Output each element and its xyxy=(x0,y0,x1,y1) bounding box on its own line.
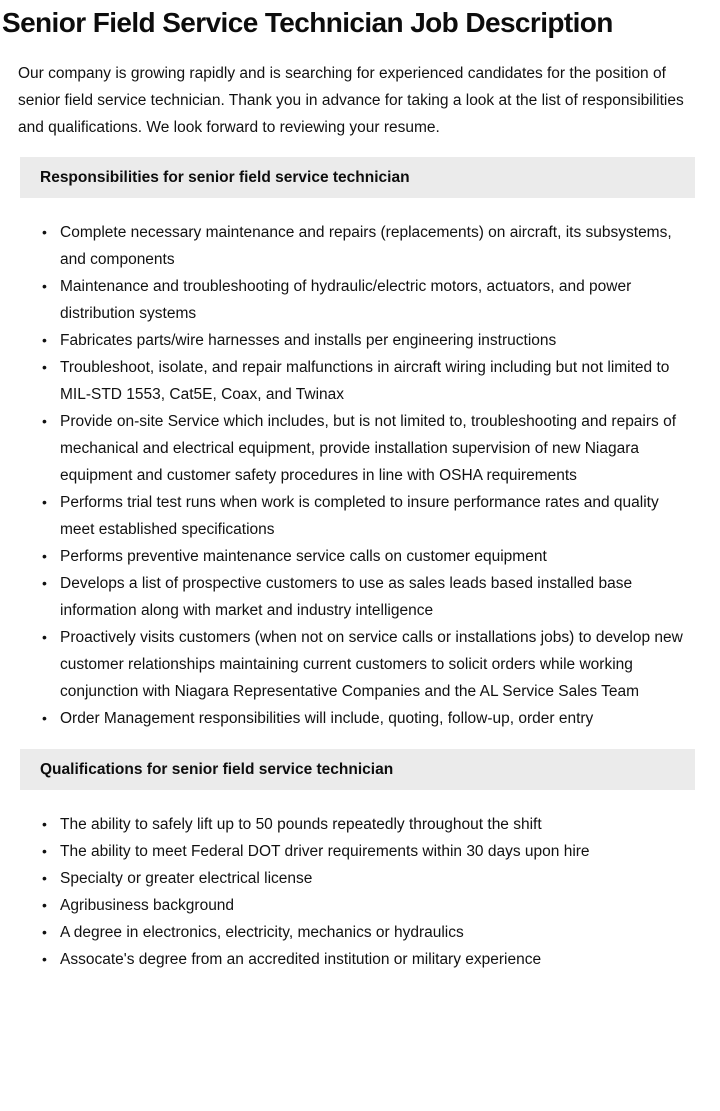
list-item-text: Agribusiness background xyxy=(60,897,235,914)
list-item xyxy=(42,624,692,705)
bullet-icon: • xyxy=(42,870,47,886)
sections xyxy=(0,157,720,973)
section-0 xyxy=(0,157,720,732)
list-item-text: The ability to safely lift up to 50 pounds repeatedly throughout the shift xyxy=(60,816,542,833)
list-item-text: Complete necessary maintenance and repairs (replacements) on aircraft, its subsystems, and components xyxy=(60,224,672,268)
section-1 xyxy=(0,749,720,973)
list-item xyxy=(42,219,692,273)
list-item-text: Performs trial test runs when work is completed to insure performance rates and quality meet established specifications xyxy=(60,494,659,538)
bullet-icon: • xyxy=(42,548,47,564)
list-item xyxy=(42,327,692,354)
list-item xyxy=(42,543,692,570)
bullet-icon: • xyxy=(42,224,47,240)
bullet-icon: • xyxy=(42,629,47,645)
section-list xyxy=(0,811,720,973)
list-item xyxy=(42,946,692,973)
section-heading: Responsibilities for senior field service technician xyxy=(20,157,695,198)
list-item xyxy=(42,865,692,892)
bullet-icon: • xyxy=(42,897,47,913)
bullet-icon: • xyxy=(42,359,47,375)
list-item xyxy=(42,919,692,946)
list-item xyxy=(42,489,692,543)
list-item xyxy=(42,705,692,732)
page-title: Senior Field Service Technician Job Description xyxy=(2,7,613,38)
list-item-text: Specialty or greater electrical license xyxy=(60,870,313,887)
bullet-icon: • xyxy=(42,575,47,591)
bullet-icon: • xyxy=(42,843,47,859)
list-item-text: Assocate's degree from an accredited institution or military experience xyxy=(60,951,542,968)
list-item xyxy=(42,273,692,327)
section-heading: Qualifications for senior field service technician xyxy=(20,749,695,790)
intro-paragraph: Our company is growing rapidly and is searching for experienced candidates for the position of senior field service technician. Thank you in advance for taking a look at the list of responsibilities and qualifications. We look forward to reviewing your resume. xyxy=(18,65,684,136)
list-item xyxy=(42,570,692,624)
bullet-icon: • xyxy=(42,710,47,726)
section-list xyxy=(0,219,720,732)
list-item-text: Troubleshoot, isolate, and repair malfunctions in aircraft wiring including but not limited to MIL-STD 1553, Cat5E, Coax, and Twinax xyxy=(60,359,670,403)
list-item xyxy=(42,838,692,865)
list-item-text: Order Management responsibilities will include, quoting, follow-up, order entry xyxy=(60,710,594,727)
list-item-text: A degree in electronics, electricity, mechanics or hydraulics xyxy=(60,924,464,941)
list-item xyxy=(42,811,692,838)
list-item-text: The ability to meet Federal DOT driver requirements within 30 days upon hire xyxy=(60,843,590,860)
list-item xyxy=(42,354,692,408)
list-item xyxy=(42,892,692,919)
bullet-icon: • xyxy=(42,494,47,510)
list-item-text: Provide on-site Service which includes, but is not limited to, troubleshooting and repairs of mechanical and electrical equipment, provide installation supervision of new Niagara equipment and customer safety procedures in line with OSHA requirements xyxy=(60,413,677,484)
list-item-text: Proactively visits customers (when not on service calls or installations jobs) to develop new customer relationships maintaining current customers to solicit orders while working conjunction with Niagara Representative Companies and the AL Service Sales Team xyxy=(60,629,683,700)
bullet-icon: • xyxy=(42,924,47,940)
list-item-text: Performs preventive maintenance service calls on customer equipment xyxy=(60,548,547,565)
bullet-icon: • xyxy=(42,332,47,348)
bullet-icon: • xyxy=(42,413,47,429)
list-item-text: Maintenance and troubleshooting of hydraulic/electric motors, actuators, and power distribution systems xyxy=(60,278,632,322)
list-item xyxy=(42,408,692,489)
list-item-text: Fabricates parts/wire harnesses and installs per engineering instructions xyxy=(60,332,557,349)
bullet-icon: • xyxy=(42,278,47,294)
bullet-icon: • xyxy=(42,951,47,967)
bullet-icon: • xyxy=(42,816,47,832)
list-item-text: Develops a list of prospective customers to use as sales leads based installed base information along with market and industry intelligence xyxy=(60,575,633,619)
